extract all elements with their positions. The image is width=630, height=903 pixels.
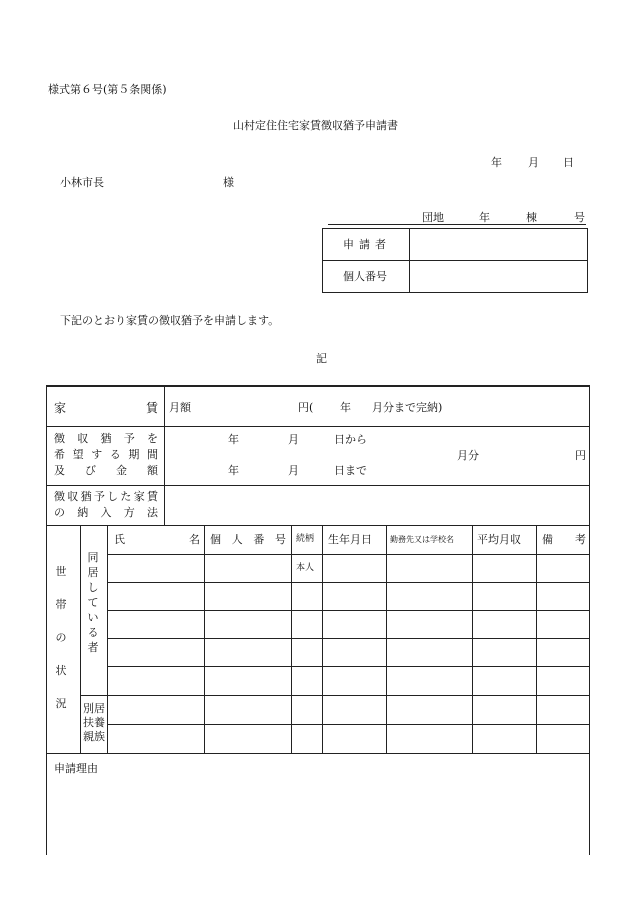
c: 親族: [83, 730, 105, 743]
hh-row-4: [107, 638, 590, 639]
rent-year-label: 年: [340, 401, 351, 414]
header-name-left: 氏: [114, 533, 125, 546]
hh-row-3: [107, 610, 590, 611]
housing-danchi-label: 団地: [422, 211, 444, 224]
addressee-honorific: 様: [223, 176, 234, 189]
c: 金: [116, 464, 127, 477]
c: を: [147, 432, 158, 445]
payment-label-line-1: [54, 491, 158, 502]
c: し: [107, 490, 119, 503]
period-from-year: 年: [228, 433, 239, 446]
header-relation: 続柄: [296, 534, 315, 544]
header-workplace: 勤務先又は学校名: [390, 535, 454, 544]
household-col-divider-b: [107, 525, 108, 753]
c: 猶: [80, 490, 92, 503]
date-day-label: 日: [563, 156, 574, 169]
applicant-field[interactable]: [410, 228, 587, 259]
reason-field[interactable]: [50, 780, 586, 850]
c: 納: [77, 506, 89, 519]
separate-family-label: [82, 703, 106, 742]
cohabiting-label: [86, 552, 100, 653]
c: 扶養: [83, 716, 105, 729]
c: 及: [54, 464, 65, 477]
header-income: 平均月収: [477, 533, 521, 546]
period-month-portion: 月分: [457, 449, 479, 462]
header-remarks-left: 備: [542, 533, 553, 546]
row-divider-reason: [46, 753, 590, 754]
c: 期: [128, 448, 140, 461]
c: す: [91, 448, 103, 461]
c: 別居: [83, 702, 105, 715]
c: 者: [87, 641, 99, 654]
row-divider-1: [46, 426, 590, 427]
header-remarks-right: 考: [575, 533, 586, 546]
personal-number-field[interactable]: [410, 261, 587, 292]
period-yen: 円: [575, 449, 586, 462]
c: び: [85, 464, 96, 477]
ki-label: 記: [316, 352, 327, 365]
hh-row-5: [107, 666, 590, 667]
household-col-divider-h: [536, 525, 537, 753]
date-year-label: 年: [491, 156, 502, 169]
period-to-year: 年: [228, 464, 239, 477]
household-col-divider-d: [291, 525, 292, 753]
applicant-label-text: 申請者: [343, 238, 391, 251]
applicant-label: [343, 239, 389, 250]
c: 況: [55, 697, 67, 710]
c: 帯: [55, 598, 67, 611]
c: る: [109, 448, 121, 461]
household-col-divider-a: [80, 525, 81, 753]
c: 居: [87, 566, 99, 579]
c: 希: [54, 448, 65, 461]
period-label-line-2: [54, 449, 158, 460]
payment-method-field[interactable]: [166, 487, 588, 525]
household-section-label: [54, 566, 68, 709]
rent-monthly-label: 月額: [169, 401, 191, 414]
housing-unit-label: 号: [574, 211, 585, 224]
rent-label: [54, 402, 158, 414]
row-divider-3: [46, 525, 590, 526]
payment-label-line-2: [54, 507, 158, 518]
addressee-name: 小林市長: [60, 176, 104, 189]
hh-row-6: [80, 695, 590, 696]
period-label-line-3: [54, 465, 158, 476]
c: て: [87, 596, 99, 609]
c: 人: [231, 533, 243, 546]
c: 収: [67, 490, 79, 503]
housing-underline: [328, 224, 586, 225]
period-to-day: 日まで: [334, 464, 367, 477]
c: 予: [93, 490, 105, 503]
c: 状: [55, 664, 67, 677]
c: 方: [123, 506, 135, 519]
c: い: [87, 611, 99, 624]
period-from-day: 日から: [334, 433, 367, 446]
period-from-month: 月: [288, 433, 299, 446]
household-col-divider-f: [386, 525, 387, 753]
c: 徴: [54, 490, 65, 503]
c: 世: [55, 565, 67, 578]
hh-row-1: [107, 554, 590, 555]
period-label-line-1: [54, 433, 158, 444]
c: 収: [77, 432, 89, 445]
c: 賃: [146, 490, 158, 503]
hh-row-2: [107, 582, 590, 583]
rent-paid-until-label: 月分まで完納): [372, 401, 443, 414]
c: 徴: [54, 432, 65, 445]
c: の: [54, 506, 65, 519]
date-month-label: 月: [528, 156, 539, 169]
row-divider-2: [46, 485, 590, 486]
household-col-divider-e: [322, 525, 323, 753]
c: 猶: [100, 432, 112, 445]
intro-text: 下記のとおり家賃の徴収猶予を申請します。: [60, 314, 280, 327]
rent-yen-label: 円(: [298, 401, 314, 414]
personal-number-label: 個人番号: [343, 270, 387, 283]
housing-year-label: 年: [479, 211, 490, 224]
c: 入: [100, 506, 112, 519]
period-to-month: 月: [288, 464, 299, 477]
c: る: [87, 626, 99, 639]
header-name-right: 名: [189, 533, 200, 546]
c: の: [55, 631, 67, 644]
page-title: 山村定住住宅家賃徴収猶予申請書: [233, 119, 398, 132]
rent-label-char-2: 賃: [145, 401, 158, 415]
c: 額: [147, 464, 158, 477]
header-personal-number: [210, 534, 286, 545]
household-col-divider-g: [472, 525, 473, 753]
first-row-relation: 本人: [296, 563, 315, 573]
hh-row-7: [107, 724, 590, 725]
c: 号: [274, 533, 286, 546]
household-col-divider-c: [204, 525, 205, 753]
header-birthdate: 生年月日: [328, 533, 372, 546]
c: 家: [133, 490, 145, 503]
c: た: [120, 490, 132, 503]
form-number: 様式第６号(第５条関係): [48, 83, 167, 96]
housing-building-label: 棟: [526, 211, 537, 224]
c: 番: [253, 533, 265, 546]
c: し: [87, 581, 99, 594]
label-column-divider: [164, 386, 165, 526]
c: 法: [147, 506, 158, 519]
rent-label-char-1: 家: [54, 401, 67, 415]
c: 同: [87, 551, 99, 564]
c: 望: [72, 448, 84, 461]
reason-label: 申請理由: [54, 762, 98, 775]
c: 予: [123, 432, 135, 445]
c: 個: [210, 533, 221, 546]
c: 間: [146, 448, 158, 461]
